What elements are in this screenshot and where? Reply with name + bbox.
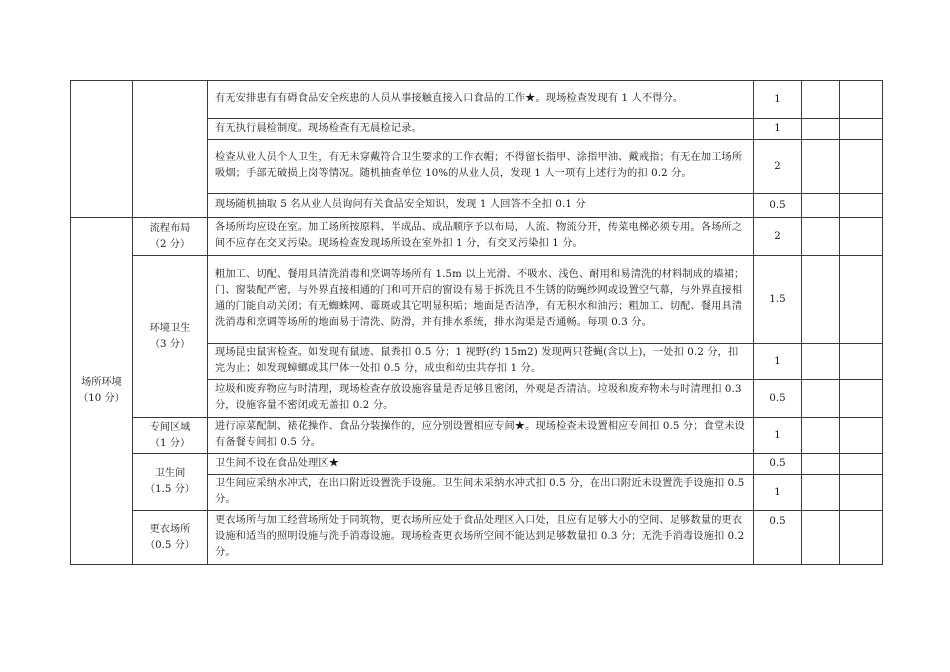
item-description: 有无执行晨检制度。现场检查有无晨检记录。 (208, 119, 754, 140)
item-description: 更衣场所与加工经营场所处于同筑物，更衣场所应处于食品处理区入口处，且应有足够大小的空间、足够数量的更衣设施和适当的照明设施与洗手消毒设施。现场检查更衣场所空间不能达到足够数量扣 0.3 分；无洗手消毒设施扣 0.2 分。 (208, 511, 754, 565)
item-score: 1 (754, 418, 802, 454)
item-score: 1 (754, 81, 802, 119)
subcategory-cell (133, 511, 208, 565)
subcategory-name: 环境卫生 (149, 322, 191, 334)
subcategory-name: 流程布局 (149, 222, 191, 234)
item-score: 1 (754, 119, 802, 140)
subcategory-cell (133, 418, 208, 454)
item-description: 卫生间不设在食品处理区★ (208, 454, 754, 475)
blank-cell (840, 344, 883, 380)
blank-cell (802, 511, 840, 565)
item-score: 0.5 (754, 511, 802, 565)
item-score: 2 (754, 140, 802, 194)
blank-cell (840, 218, 883, 256)
blank-cell (840, 511, 883, 565)
category-name: 场所环境 (81, 377, 122, 389)
blank-cell (840, 119, 883, 140)
item-score: 0.5 (754, 454, 802, 475)
blank-cell (840, 140, 883, 194)
subcategory-cell (133, 218, 208, 256)
item-score: 0.5 (754, 380, 802, 418)
subcategory-cell (133, 256, 208, 418)
item-score: 1 (754, 475, 802, 511)
blank-cell (840, 380, 883, 418)
subcategory-cell-continued (133, 81, 208, 218)
blank-cell (802, 418, 840, 454)
category-cell (71, 218, 133, 565)
item-description: 现场昆虫鼠害检查。如发现有鼠迹、鼠粪扣 0.5 分；1 视野(约 15m2) 发现两只苍蝇(含以上)，一处扣 0.2 分，扣完为止；如发现蟑螂或其尸体一处扣 0.5 分，成虫和幼虫共存扣 1 分。 (208, 344, 754, 380)
blank-cell (802, 256, 840, 344)
blank-cell (802, 194, 840, 218)
category-points: （10 分） (78, 393, 125, 404)
blank-cell (802, 218, 840, 256)
item-description: 垃圾和废弃物应与时清理，现场检查存放设施容量是否足够且密闭，外观是否清洁。垃圾和废弃物未与时清理扣 0.3 分，设施容量不密闭或无盖扣 0.2 分。 (208, 380, 754, 418)
blank-cell (840, 194, 883, 218)
item-score: 1 (754, 344, 802, 380)
blank-cell (802, 454, 840, 475)
table-row (71, 218, 883, 256)
item-score: 0.5 (754, 194, 802, 218)
item-description: 各场所均应设在室。加工场所按原料、半成品、成品顺序予以布局，人流、物流分开，传菜电梯必须专用。各场所之间不应存在交叉污染。现场检查发现场所设在室外扣 1 分，有交叉污染扣 1 分。 (208, 218, 754, 256)
blank-cell (802, 475, 840, 511)
blank-cell (802, 344, 840, 380)
table-row (71, 256, 883, 344)
item-score: 2 (754, 218, 802, 256)
table-row (71, 81, 883, 119)
item-score: 1.5 (754, 256, 802, 344)
table-row (71, 511, 883, 565)
subcategory-name: 专间区域 (149, 421, 191, 433)
item-description: 现场随机抽取 5 名从业人员询问有关食品安全知识，发现 1 人回答不全扣 0.1 分 (208, 194, 754, 218)
subcategory-name: 卫生间 (154, 468, 186, 480)
blank-cell (840, 418, 883, 454)
item-description: 有无安排患有有碍食品安全疾患的人员从事接触直接入口食品的工作★。现场检查发现有 1 人不得分。 (208, 81, 754, 119)
subcategory-points: （0.5 分） (144, 539, 195, 551)
blank-cell (840, 475, 883, 511)
item-description: 检查从业人员个人卫生，有无未穿戴符合卫生要求的工作衣帽；不得留长指甲、涂指甲油、戴戒指；有无在加工场所吸烟；手部无破损上岗等情况。随机抽查单位 10%的从业人员，发现 1 人一项有上述行为的扣 0.2 分。 (208, 140, 754, 194)
blank-cell (802, 140, 840, 194)
category-cell-continued (71, 81, 133, 218)
subcategory-points: （2 分） (149, 238, 191, 250)
blank-cell (840, 454, 883, 475)
blank-cell (802, 119, 840, 140)
subcategory-name: 更衣场所 (149, 523, 191, 535)
inspection-table (70, 80, 883, 565)
blank-cell (802, 81, 840, 119)
blank-cell (840, 256, 883, 344)
subcategory-points: （1.5 分） (144, 484, 195, 495)
blank-cell (802, 380, 840, 418)
item-description: 粗加工、切配、餐用具清洗消毒和烹调等场所有 1.5m 以上光滑、不吸水、浅色、耐用和易清洗的材料制成的墙裙；门、窗装配严密，与外界直接相通的门和可开启的窗设有易于拆洗且不生锈的防蝇纱网或设置空气幕，与外界直接相通的门能自动关闭；有无蜘蛛网、霉斑或其它明显积垢；地面是否洁净，有无积水和油污；粗加工、切配、餐用具清洗消毒和烹调等场所的地面易于清洗、防滑，并有排水系统，排水沟渠是否通畅。每项 0.3 分。 (208, 256, 754, 344)
table-row (71, 418, 883, 454)
subcategory-points: （3 分） (149, 338, 191, 350)
subcategory-cell (133, 454, 208, 511)
item-description: 卫生间应采纳水冲式，在出口附近设置洗手设施。卫生间未采纳水冲式扣 0.5 分，在出口附近未设置洗手设施扣 0.5 分。 (208, 475, 754, 511)
blank-cell (840, 81, 883, 119)
table-row (71, 454, 883, 475)
subcategory-points: （1 分） (149, 437, 191, 449)
item-description: 进行凉菜配制、裱花操作、食品分装操作的，应分别设置相应专间★。现场检查未设置相应专间扣 0.5 分；食堂未设有备餐专间扣 0.5 分。 (208, 418, 754, 454)
